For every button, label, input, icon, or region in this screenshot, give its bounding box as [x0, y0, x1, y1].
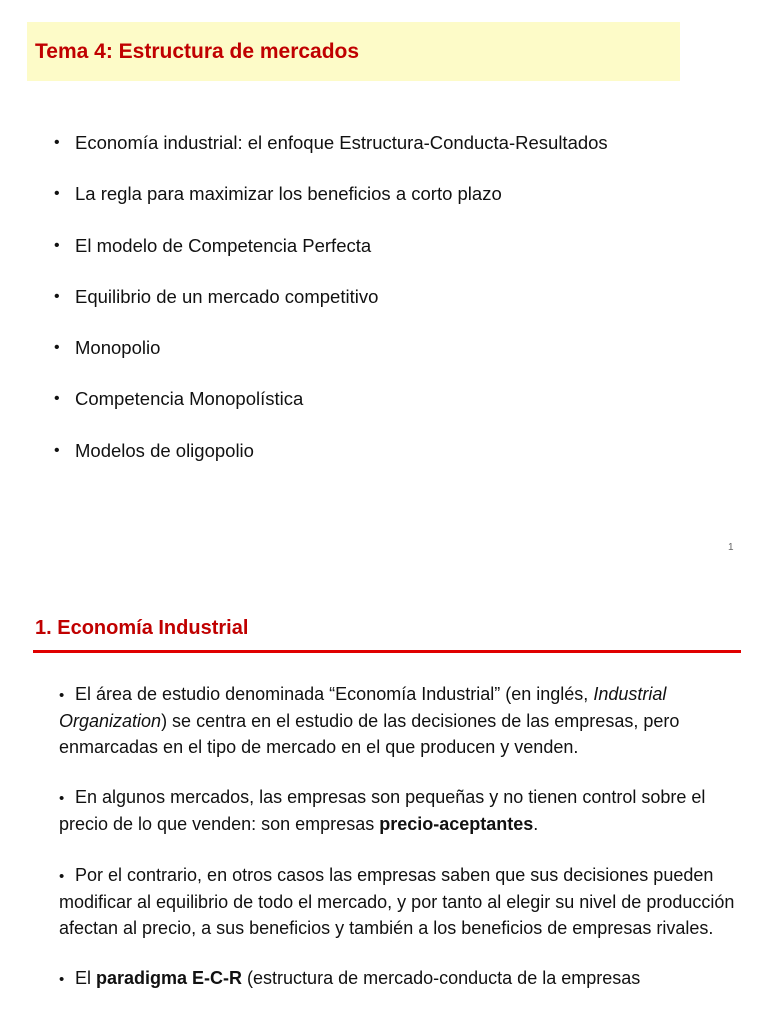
- bullet-marker: •: [59, 687, 65, 704]
- section-title: 1. Economía Industrial: [35, 617, 249, 639]
- bullet-marker: •: [59, 971, 65, 989]
- list-item: [54, 333, 608, 384]
- slide-2: [0, 600, 768, 1024]
- paragraph-text: (estructura de mercado-conducta de la empresas: [242, 968, 641, 989]
- paragraph-bold-term: precio-aceptantes: [379, 814, 534, 835]
- list-item: [54, 179, 608, 230]
- bullet-marker: •: [54, 236, 60, 254]
- paragraph-text: Por el contrario, en otros casos las empresas saben que sus decisiones pueden modificar al equilibrio de todo el mercado, y por tanto al elegir su nivel de producción afectan al precio, a sus beneficios y también a los beneficios de empresas rivales.: [59, 864, 735, 938]
- title-underline: [33, 650, 741, 653]
- paragraph-bold-term: paradigma E-C-R: [96, 968, 243, 989]
- list-item: [54, 231, 608, 282]
- page-number: 1: [728, 542, 734, 553]
- paragraph-text: El: [75, 968, 97, 989]
- list-item-text: Equilibrio de un mercado competitivo: [75, 285, 379, 307]
- list-item-text: Competencia Monopolística: [75, 388, 304, 410]
- bullet-marker: •: [54, 134, 60, 151]
- list-item-text: El modelo de Competencia Perfecta: [75, 234, 372, 256]
- title-box: [27, 22, 680, 81]
- list-item: [54, 384, 608, 435]
- list-item-text: La regla para maximizar los beneficios a corto plazo: [75, 183, 502, 205]
- paragraph-italic-term: Industrial Organization: [59, 684, 667, 731]
- paragraph: [59, 966, 739, 993]
- list-item-text: Monopolio: [75, 337, 161, 359]
- list-item-text: Modelos de oligopolio: [75, 439, 254, 461]
- slide-title: Tema 4: Estructura de mercados: [35, 40, 360, 63]
- list-item: [54, 128, 608, 179]
- bullet-marker: •: [59, 867, 65, 885]
- list-item: [54, 436, 608, 487]
- paragraph: [59, 682, 739, 760]
- paragraph-text: ) se centra en el estudio de las decisiones de las empresas, pero enmarcadas en el tipo de mercado en el que producen y venden.: [59, 710, 680, 757]
- bullet-marker: •: [54, 185, 60, 203]
- paragraph: [59, 863, 739, 941]
- list-item-text: Economía industrial: el enfoque Estructura-Conducta-Resultados: [75, 132, 608, 153]
- bullet-marker: •: [54, 339, 60, 357]
- paragraph: [59, 785, 739, 838]
- paragraph-text: En algunos mercados, las empresas son pequeñas y no tienen control sobre el precio de lo que venden: son empresas: [59, 787, 706, 835]
- paragraph-list: [59, 682, 739, 1018]
- paragraph-text: .: [533, 814, 539, 835]
- bullet-marker: •: [54, 390, 60, 408]
- bullet-marker: •: [59, 790, 65, 808]
- bullet-marker: •: [54, 287, 60, 305]
- list-item: [54, 282, 608, 333]
- topic-list: [54, 128, 608, 487]
- paragraph-text: El área de estudio denominada “Economía Industrial” (en inglés,: [75, 684, 594, 704]
- bullet-marker: •: [54, 441, 60, 459]
